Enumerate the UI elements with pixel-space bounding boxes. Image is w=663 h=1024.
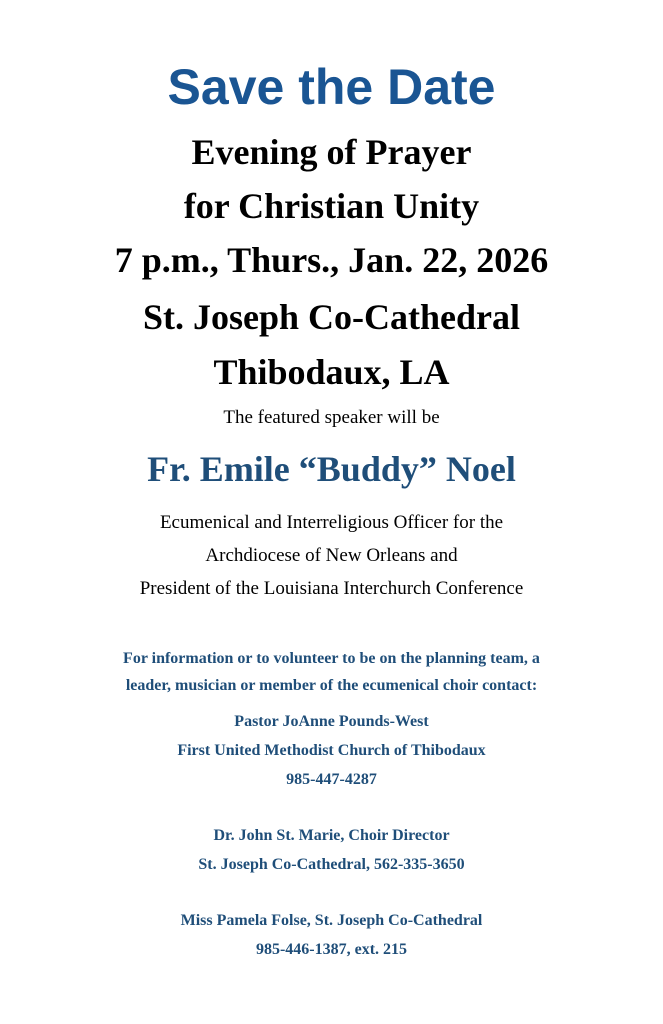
speaker-intro: The featured speaker will be [223,407,440,428]
contact-pastor-name: Pastor JoAnne Pounds-West [234,713,429,730]
contact-info-line-2: leader, musician or member of the ecumenical choir contact: [125,677,538,694]
event-venue: St. Joseph Co-Cathedral [142,297,520,337]
contact-director-name: Dr. John St. Marie, Choir Director [213,827,450,844]
contact-pastor-phone: 985-447-4287 [286,771,377,788]
contact-folse-phone: 985-446-1387, ext. 215 [255,941,408,958]
speaker-title-line-1: Ecumenical and Interreligious Officer for the [159,512,504,533]
speaker-title-line-3: President of the Louisiana Interchurch Conference [139,578,524,599]
speaker-title-line-2: Archdiocese of New Orleans and [205,545,458,566]
event-title-line-2: for Christian Unity [183,186,480,226]
contact-director-details: St. Joseph Co-Cathedral, 562-335-3650 [198,856,465,873]
event-title-line-1: Evening of Prayer [191,132,472,172]
contact-pastor-church: First United Methodist Church of Thibodaux [177,742,486,759]
contact-folse-name: Miss Pamela Folse, St. Joseph Co-Cathedral [180,912,483,929]
event-city: Thibodaux, LA [213,352,450,392]
event-datetime: 7 p.m., Thurs., Jan. 22, 2026 [114,240,549,280]
speaker-name: Fr. Emile “Buddy” Noel [147,449,516,489]
contact-info-line-1: For information or to volunteer to be on the planning team, a [123,650,540,667]
save-the-date-heading: Save the Date [167,59,496,115]
